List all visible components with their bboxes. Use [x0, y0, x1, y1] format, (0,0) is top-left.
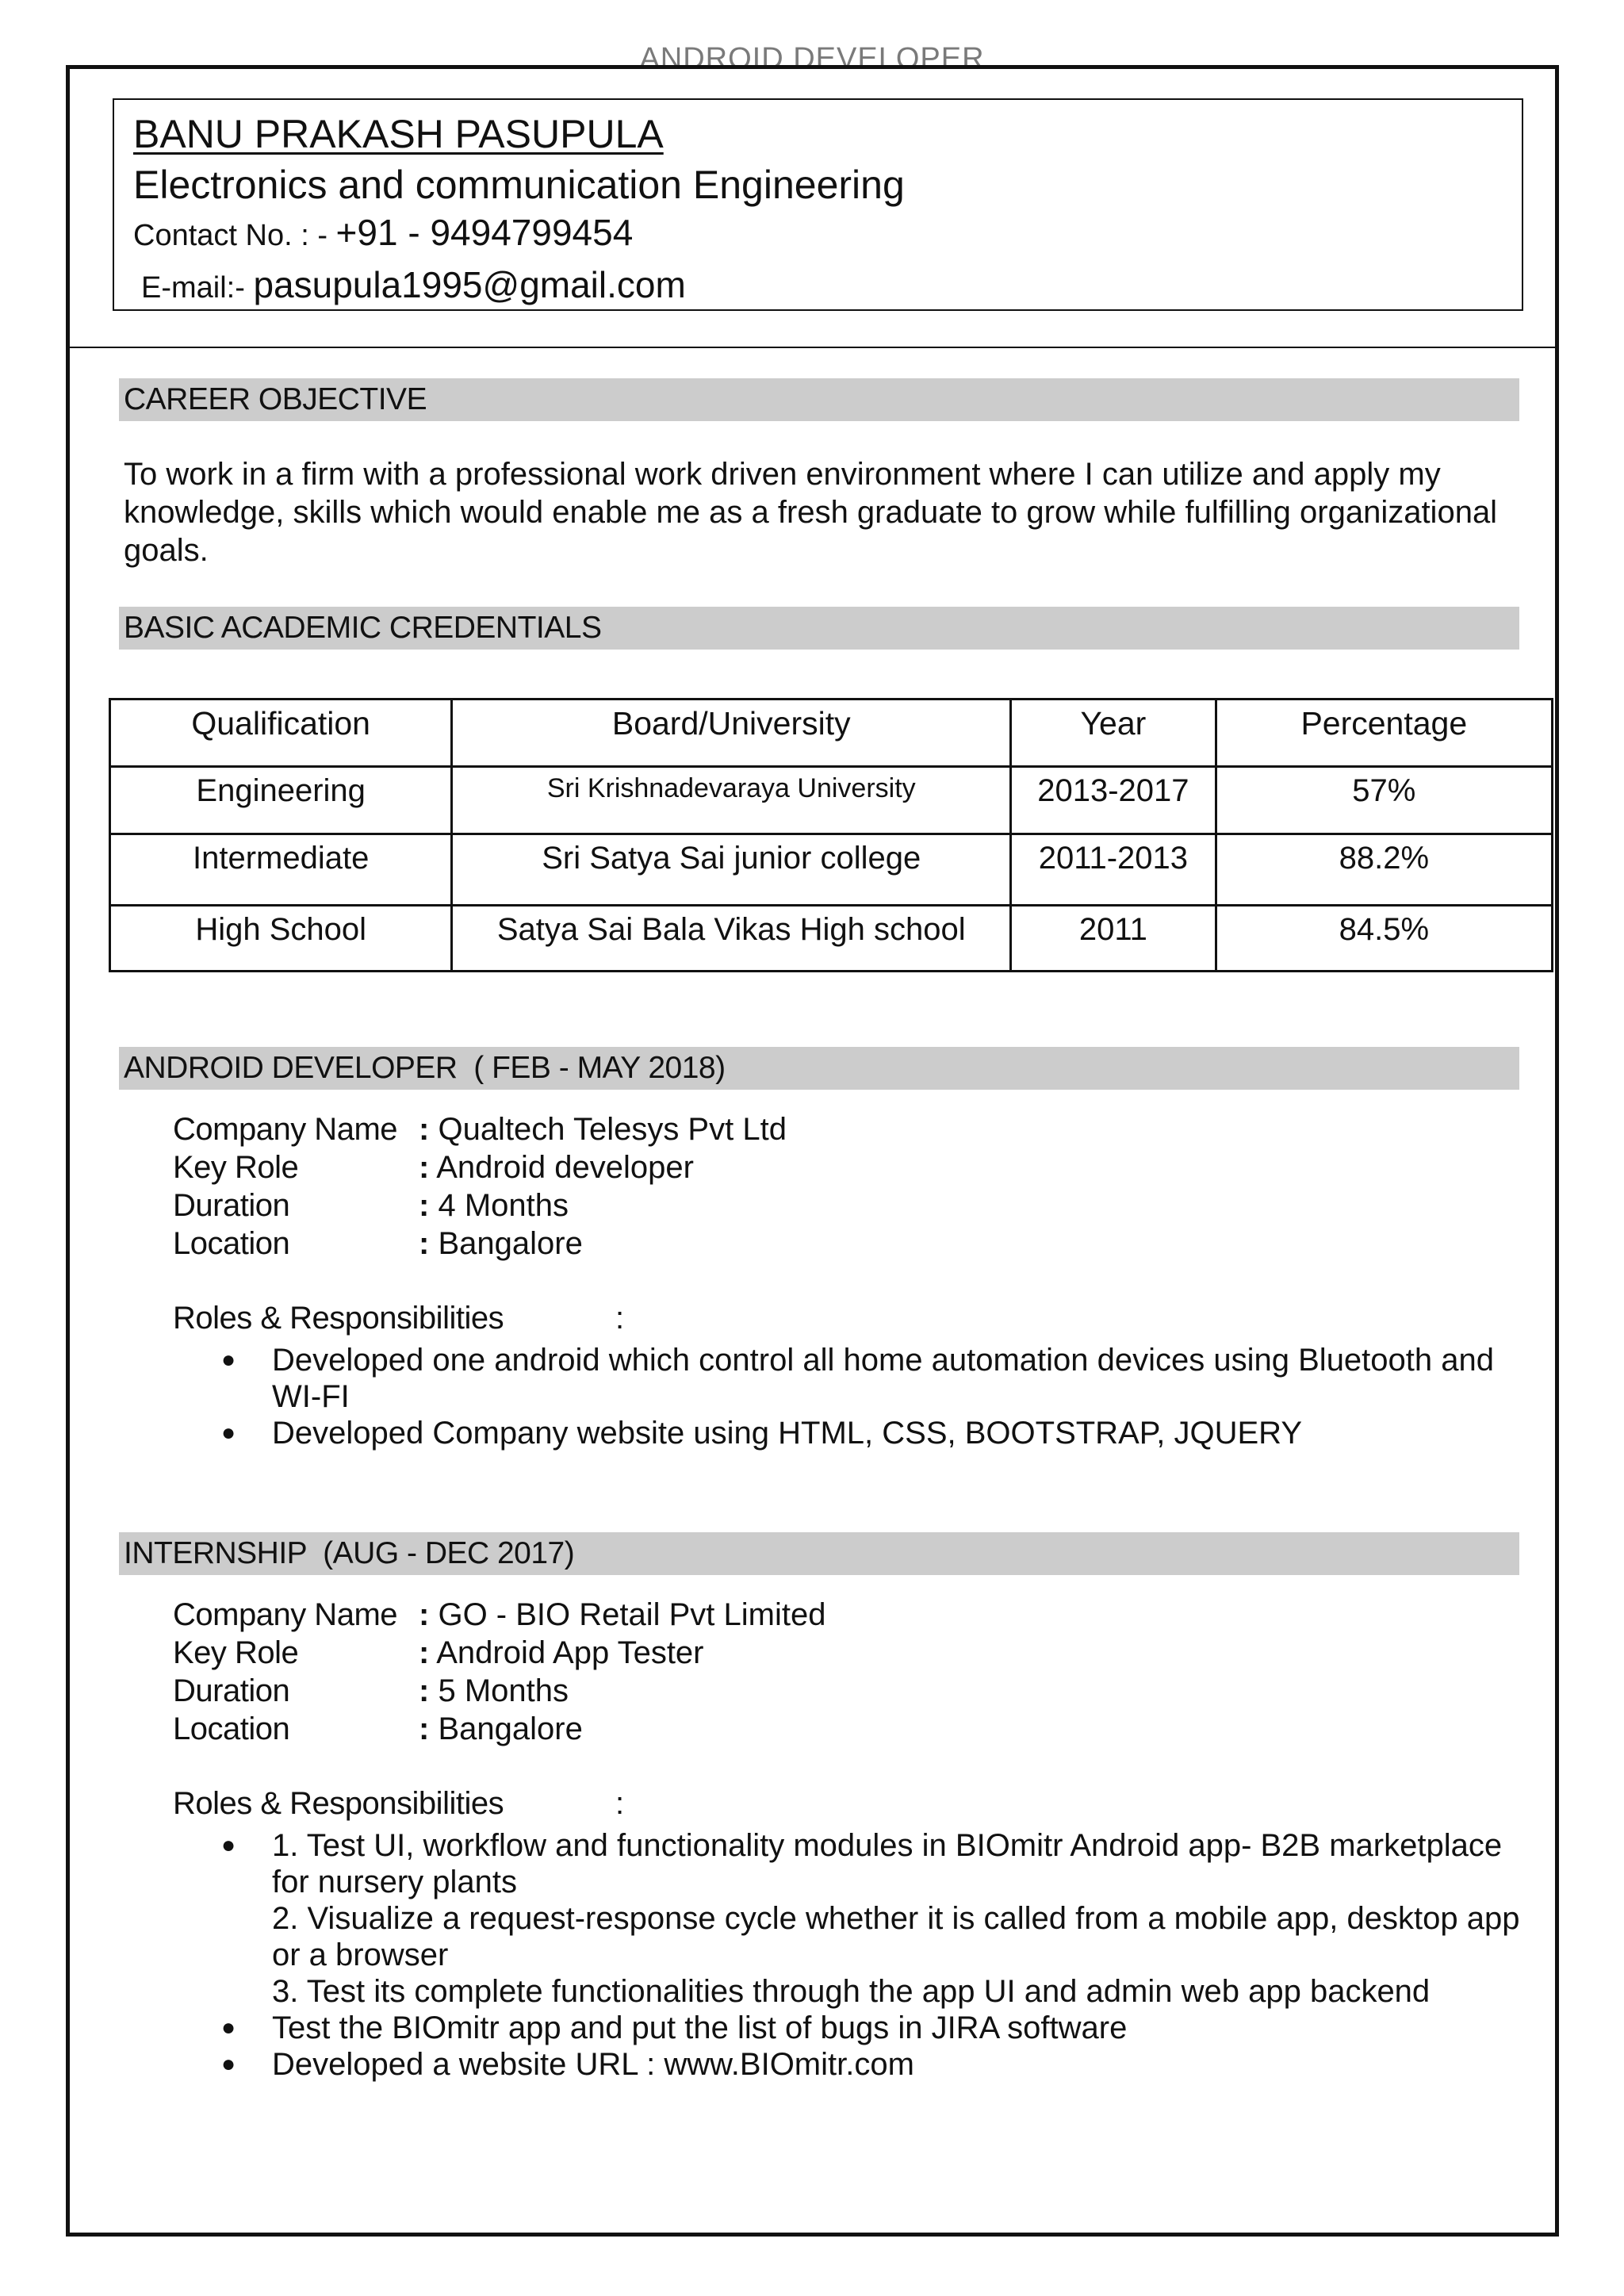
email-label: E-mail:-: [141, 271, 254, 305]
detail-row-location: [173, 1225, 787, 1263]
roles-heading-colon: :: [615, 1786, 624, 1821]
column-header-qualification: Qualification: [110, 700, 452, 767]
detail-value: Qualtech Telesys Pvt Ltd: [438, 1112, 787, 1147]
table-row: [110, 834, 1553, 906]
list-item: [173, 1415, 1521, 1451]
list-item-text: 1. Test UI, workflow and functionality modules in BIOmitr Android app- B2B marketplace for nursery plants: [272, 1828, 1503, 1899]
cell-percentage: 84.5%: [1216, 906, 1552, 972]
table-row: [110, 767, 1553, 834]
internship-roles-list: [173, 1827, 1521, 2083]
contact-number: [133, 211, 633, 254]
detail-row-location: [173, 1710, 825, 1748]
list-item-text: Developed Company website using HTML, CSS, BOOTSTRAP, JQUERY: [272, 1416, 1303, 1451]
roles-heading-colon: :: [615, 1301, 624, 1336]
column-header-board: Board/University: [452, 700, 1011, 767]
email: [141, 263, 686, 306]
page-header-title: ANDROID DEVELOPER: [639, 42, 985, 68]
cell-qualification: High School: [110, 906, 452, 972]
roles-heading-label: Roles & Responsibilities: [173, 1301, 504, 1336]
internship-heading: INTERNSHIP (AUG - DEC 2017): [119, 1532, 1519, 1575]
list-item: [173, 1827, 1521, 2010]
candidate-name: BANU PRAKASH PASUPULA: [133, 112, 664, 156]
android-details: [173, 1110, 787, 1263]
detail-separator: :: [419, 1112, 430, 1147]
bullet-icon: ●: [221, 2014, 236, 2041]
cell-board: Sri Krishnadevaraya University: [452, 767, 1011, 834]
detail-key: Duration: [173, 1673, 290, 1708]
detail-value: GO - BIO Retail Pvt Limited: [438, 1597, 826, 1632]
detail-row-role: [173, 1148, 787, 1186]
candidate-department: Electronics and communication Engineering: [133, 163, 905, 207]
cell-year: 2011: [1011, 906, 1216, 972]
detail-row-role: [173, 1634, 825, 1672]
list-item-text: 2. Visualize a request-response cycle whether it is called from a mobile app, desktop app or a browser: [272, 1901, 1520, 1972]
detail-row-duration: [173, 1186, 787, 1225]
android-roles-list: [173, 1342, 1521, 1451]
list-item-text: Test the BIOmitr app and put the list of bugs in JIRA software: [272, 2010, 1128, 2045]
cell-qualification: Engineering: [110, 767, 452, 834]
detail-value: Android App Tester: [436, 1635, 704, 1670]
cell-year: 2013-2017: [1011, 767, 1216, 834]
detail-separator: :: [419, 1226, 430, 1261]
list-item: [173, 2046, 1521, 2083]
contact-number-value: +91 - 9494799454: [335, 212, 634, 253]
detail-key: Key Role: [173, 1150, 299, 1185]
list-item-text: Developed a website URL : www.BIOmitr.com: [272, 2047, 914, 2082]
detail-value: Bangalore: [438, 1226, 583, 1261]
detail-row-company: [173, 1110, 787, 1148]
android-developer-heading: ANDROID DEVELOPER ( FEB - MAY 2018): [119, 1047, 1519, 1090]
internship-details: [173, 1596, 825, 1748]
detail-separator: :: [419, 1673, 430, 1708]
detail-key: Location: [173, 1711, 290, 1746]
detail-value: Android developer: [436, 1150, 694, 1185]
detail-separator: :: [419, 1188, 430, 1223]
list-item: [173, 1342, 1521, 1415]
roles-heading-label: Roles & Responsibilities: [173, 1786, 504, 1821]
academic-credentials-table: [109, 698, 1553, 972]
detail-separator: :: [419, 1635, 430, 1670]
list-item-text: 3. Test its complete functionalities through the app UI and admin web app backend: [272, 1974, 1431, 2009]
cell-board: Satya Sai Bala Vikas High school: [452, 906, 1011, 972]
cell-percentage: 88.2%: [1216, 834, 1552, 906]
detail-value: 5 Months: [438, 1673, 569, 1708]
detail-key: Key Role: [173, 1635, 299, 1670]
list-item: [173, 2010, 1521, 2046]
academic-credentials-heading: BASIC ACADEMIC CREDENTIALS: [119, 607, 1519, 650]
table-row: [110, 906, 1553, 972]
detail-key: Company Name: [173, 1112, 398, 1147]
list-item-text: Developed one android which control all home automation devices using Bluetooth and WI-FI: [272, 1343, 1494, 1414]
cell-percentage: 57%: [1216, 767, 1552, 834]
career-objective-heading: CAREER OBJECTIVE: [119, 378, 1519, 421]
column-header-percentage: Percentage: [1216, 700, 1552, 767]
detail-separator: :: [419, 1711, 430, 1746]
detail-value: 4 Months: [438, 1188, 569, 1223]
bullet-icon: ●: [221, 1347, 236, 1373]
detail-key: Duration: [173, 1188, 290, 1223]
column-header-year: Year: [1011, 700, 1216, 767]
android-roles-heading: [173, 1301, 624, 1336]
table-header-row: [110, 700, 1553, 767]
email-value: pasupula1995@gmail.com: [253, 264, 686, 305]
internship-roles-heading: [173, 1786, 624, 1822]
bullet-icon: ●: [221, 2051, 236, 2077]
header-divider: [66, 347, 1559, 348]
detail-separator: :: [419, 1597, 430, 1632]
detail-row-company: [173, 1596, 825, 1634]
detail-key: Location: [173, 1226, 290, 1261]
detail-value: Bangalore: [438, 1711, 583, 1746]
detail-row-duration: [173, 1672, 825, 1710]
cell-qualification: Intermediate: [110, 834, 452, 906]
detail-separator: :: [419, 1150, 430, 1185]
career-objective-text: To work in a firm with a professional work driven environment where I can utilize and apply my knowledge, skills which would enable me as a fresh graduate to grow while fulfilling organizational goals.: [124, 457, 1498, 568]
contact-number-label: Contact No. : -: [133, 219, 336, 252]
cell-year: 2011-2013: [1011, 834, 1216, 906]
bullet-icon: ●: [221, 1420, 236, 1446]
bullet-icon: ●: [221, 1832, 236, 1858]
contact-box: [113, 98, 1523, 311]
cell-board: Sri Satya Sai junior college: [452, 834, 1011, 906]
detail-key: Company Name: [173, 1597, 398, 1632]
